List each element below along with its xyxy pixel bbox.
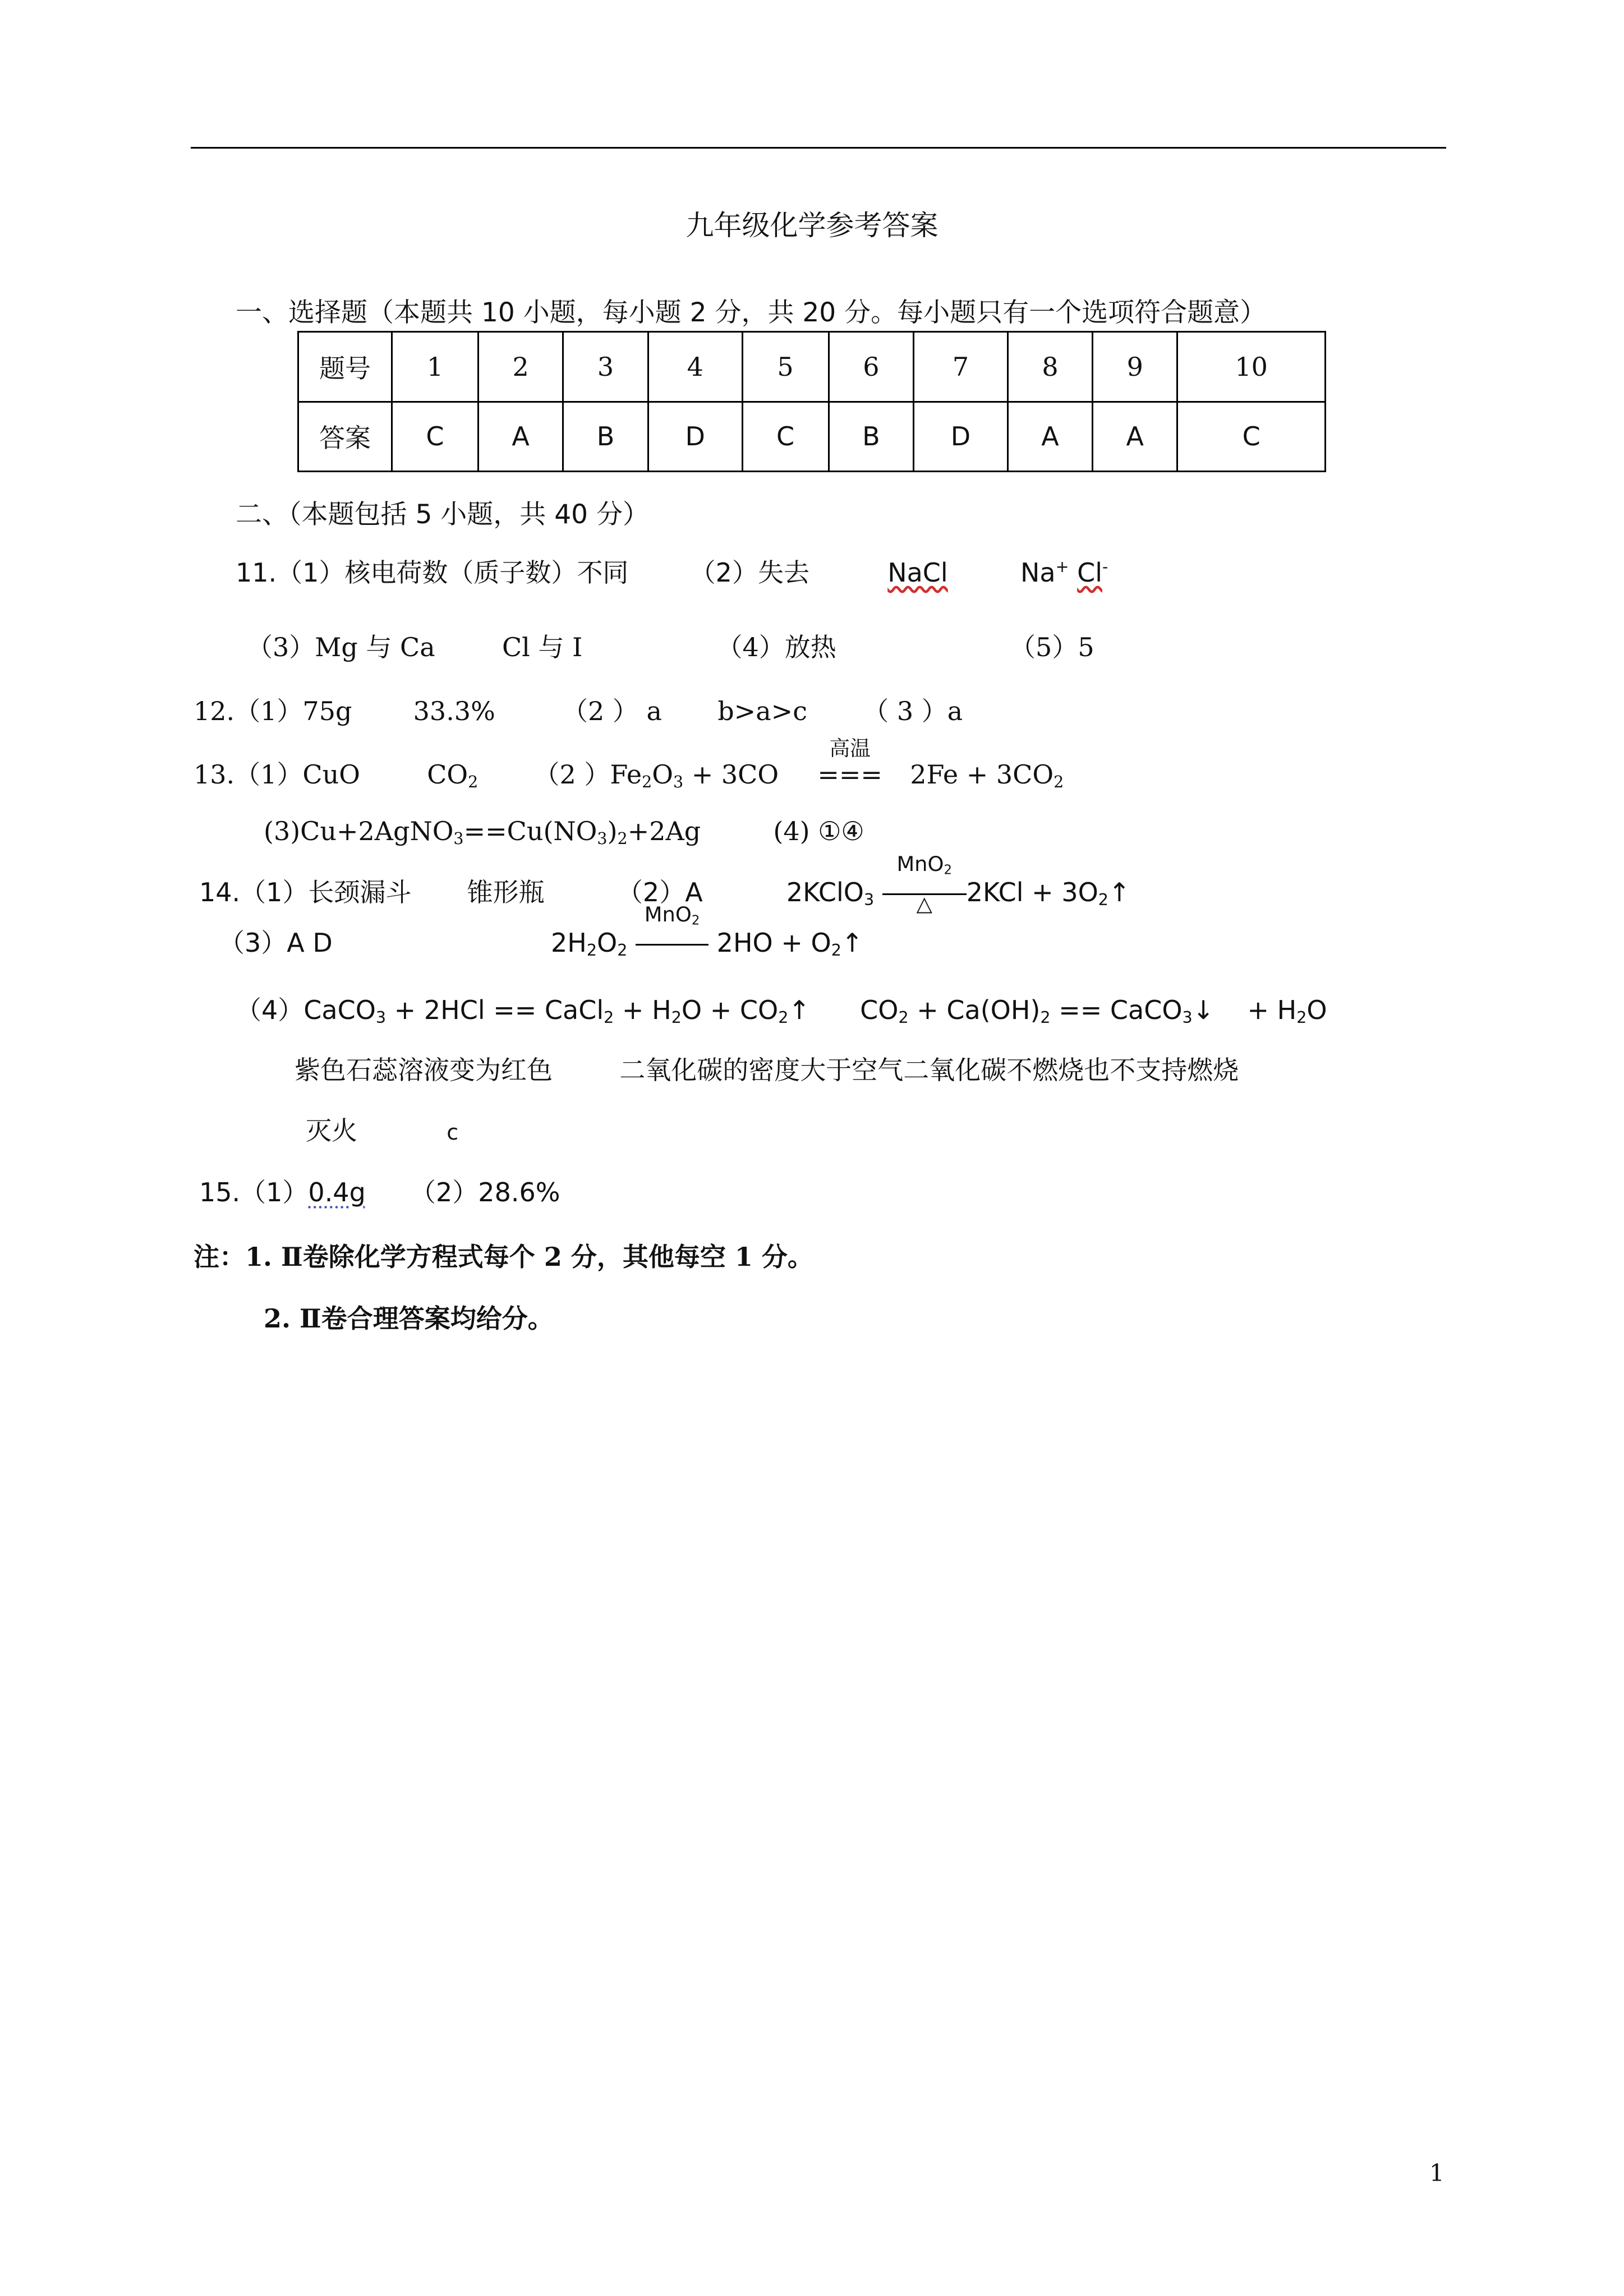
q14-h2o2: 2H (551, 928, 587, 958)
q13-part3b: ==Cu(NO (463, 816, 597, 846)
q12-text5: （ 3 ）a (863, 696, 963, 726)
table-cell-answer: B (829, 402, 914, 472)
q12-text3: （2 ） a (562, 696, 662, 726)
note-1: 注：1. Ⅱ卷除化学方程式每个 2 分，其他每空 1 分。 (194, 1242, 813, 1272)
table-cell-answer: D (648, 402, 742, 472)
q13-part2: （2 ）Fe (533, 759, 642, 790)
q11-part4: （4）放热 (716, 632, 836, 662)
q11-line1 (236, 552, 1108, 589)
table-row-numbers (298, 332, 1326, 402)
q14-cond-bar-2 (636, 944, 709, 946)
row-label-question: 题号 (298, 332, 392, 402)
table-cell-number: 3 (563, 332, 648, 402)
q14-p1: 14.（1）长颈漏斗 (199, 877, 412, 907)
page-number: 1 (1429, 2159, 1444, 2187)
q14-p4e: CO (860, 995, 899, 1025)
section1-heading: 一、选择题（本题共 10 小题，每小题 2 分，共 20 分。每小题只有一个选项符合题意） (236, 297, 1267, 328)
table-cell-number: 5 (742, 332, 829, 402)
table-cell-answer: A (478, 402, 563, 472)
q11-part1: 11.（1）核电荷数（质子数）不同 (236, 557, 629, 588)
section2-heading: 二、（本题包括 5 小题，共 40 分） (236, 499, 649, 530)
q14-line3a: 灭火 (306, 1115, 357, 1146)
q11-part3: （3）Mg 与 Ca (247, 632, 435, 662)
q14-line3: （4）CaCO$_3$ + 2HCl == CaCl$_2$ + $H_2O$ + $CO_2↑$ $CO_2 + Ca(OH)_2$ == CaCO$_3$↓ + $H_2O$ (236, 995, 1327, 1027)
q11-nacl: NaCl (887, 557, 948, 588)
page-title: 九年级化学参考答案 (686, 209, 938, 242)
q15-label: 15.（1） (199, 1177, 309, 1207)
header-rule (191, 147, 1446, 149)
q11-na-charge: + (1055, 557, 1069, 576)
q12-text4: b>a>c (717, 696, 807, 726)
q12-text2: 33.3% (413, 696, 495, 726)
table-cell-answer: A (1093, 402, 1177, 472)
table-cell-number: 7 (914, 332, 1008, 402)
table-cell-answer: A (1007, 402, 1092, 472)
q13-line1: 13.（1）CuO $CO_2$ （2 ）$Fe_2O_3 + 3CO$ 高温 === $2Fe + 3CO_2$ (194, 736, 1064, 792)
note-2: 2. Ⅱ卷合理答案均给分。 (264, 1303, 554, 1334)
q13-line2: $(3)Cu+2AgNO_3==Cu(NO_3)_2+2Ag$ (4) ①④ (264, 816, 864, 849)
q11-part3b: Cl 与 I (502, 632, 583, 662)
table-cell-answer: C (392, 402, 479, 472)
q13-part4: (4) ①④ (773, 816, 864, 846)
table-cell-answer: D (914, 402, 1008, 472)
table-cell-number: 9 (1093, 332, 1177, 402)
q14-p2: （2）A (617, 877, 703, 907)
q14-p3: （3）A D (219, 928, 333, 958)
table-cell-number: 2 (478, 332, 563, 402)
q11-part5: （5）5 (1010, 632, 1094, 662)
q14-up-arrow-3: ↑ (788, 995, 810, 1025)
q14-p4h: + H (1247, 995, 1297, 1025)
table-cell-number: 8 (1007, 332, 1092, 402)
q14-line4 (295, 1050, 1239, 1087)
table-cell-number: 10 (1177, 332, 1326, 402)
q14-line5 (306, 1110, 458, 1147)
q14-line1: 14.（1）长颈漏斗 锥形瓶 （2）A 2KClO$_3$ MnO$_2$ △ $2KCl + 3O_2↑$ (199, 852, 1130, 916)
q14-prod1: 2KCl + 3O (966, 877, 1098, 907)
q13-eq-rest: + 3CO (691, 759, 779, 790)
q13-label: 13.（1）CuO (194, 759, 360, 790)
q15-line (199, 1172, 560, 1209)
q15-v2: （2）28.6% (410, 1177, 560, 1207)
q14-p1b: 锥形瓶 (467, 877, 545, 907)
table-cell-number: 6 (829, 332, 914, 402)
table-row-answers (298, 402, 1326, 472)
q14-down-arrow: ↓ (1192, 995, 1214, 1025)
q13-condition (817, 736, 882, 790)
q14-mno2-2: MnO$_2$ (644, 902, 700, 929)
q14-p4: （4）CaCO (236, 995, 376, 1025)
q14-mno2: MnO$_2$ (896, 852, 952, 878)
table-cell-number: 4 (648, 332, 742, 402)
q13-part3c: ) (607, 816, 618, 846)
q14-up-arrow: ↑ (1108, 877, 1130, 907)
table-cell-answer: C (1177, 402, 1326, 472)
q13-part3: (3)Cu+2AgNO (264, 816, 454, 846)
q14-mno2-condition (882, 852, 967, 916)
q14-line2: （3）A D $2H_2O_2$ MnO$_2$ $2HO + O_2↑$ (219, 902, 863, 960)
q13-eq-sign: === (817, 759, 882, 790)
q13-products: 2Fe + 3CO (910, 759, 1054, 790)
q14-kclo3: 2KClO (786, 877, 864, 907)
answer-table (297, 331, 1326, 472)
q15-v1: 0.4g (308, 1177, 366, 1207)
q11-cl-charge: - (1102, 557, 1108, 576)
q13-part3d: +2Ag (627, 816, 701, 846)
q14-up-arrow-2: ↑ (841, 928, 863, 958)
q14-h2o: 2H (716, 928, 753, 958)
table-cell-number: 1 (392, 332, 479, 402)
row-label-answer: 答案 (298, 402, 392, 472)
table-cell-answer: C (742, 402, 829, 472)
q11-line2 (247, 627, 1094, 664)
q14-line2a: 紫色石蕊溶液变为红色 (295, 1055, 553, 1085)
q14-mno2-condition-2 (636, 902, 709, 958)
q11-cl: Cl (1077, 557, 1102, 588)
q14-delta: △ (916, 891, 932, 916)
table-cell-answer: B (563, 402, 648, 472)
q11-part2: （2）失去 (689, 557, 809, 588)
q14-line2b: 二氧化碳的密度大于空气二氧化碳不燃烧也不支持燃烧 (619, 1055, 1239, 1085)
q13-co2: CO (427, 759, 468, 790)
q12-text1: 12.（1）75g (194, 696, 352, 726)
q14-line3b: c (447, 1120, 459, 1145)
q12-line (194, 691, 963, 728)
q11-na: Na (1020, 557, 1056, 588)
q13-cond-top: 高温 (829, 736, 871, 761)
